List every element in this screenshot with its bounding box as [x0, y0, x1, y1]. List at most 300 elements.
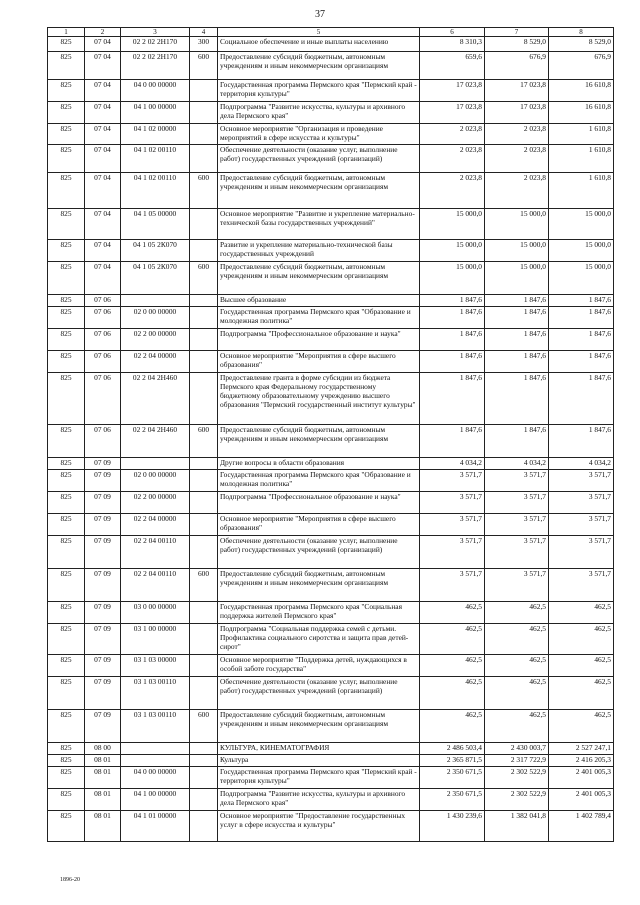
header-cell: 8: [549, 28, 614, 37]
cell-ministry-code: 825: [48, 351, 85, 373]
cell-section-code: 07 09: [85, 492, 121, 514]
cell-name: Предоставление субсидий бюджетным, автономным учреждениям и иным некоммерческим организациям: [218, 569, 420, 602]
cell-target-article-code: 04 0 00 00000: [121, 80, 190, 102]
footer-code: 1896-20: [60, 877, 80, 883]
cell-amount-3: 462,5: [549, 602, 614, 624]
cell-section-code: 07 06: [85, 307, 121, 329]
cell-amount-2: 3 571,7: [485, 536, 549, 569]
cell-section-code: 07 04: [85, 124, 121, 145]
cell-amount-1: 2 023,8: [420, 124, 485, 145]
cell-ministry-code: 825: [48, 810, 85, 841]
cell-amount-1: 3 571,7: [420, 569, 485, 602]
header-cell: 1: [48, 28, 85, 37]
cell-section-code: 07 09: [85, 536, 121, 569]
cell-amount-1: 1 847,6: [420, 373, 485, 425]
cell-amount-2: 2 317 722,9: [485, 755, 549, 767]
cell-amount-2: 676,9: [485, 52, 549, 80]
cell-amount-1: 17 023,8: [420, 80, 485, 102]
cell-target-article-code: [121, 458, 190, 470]
cell-amount-2: 2 023,8: [485, 124, 549, 145]
cell-name: КУЛЬТУРА, КИНЕМАТОГРАФИЯ: [218, 743, 420, 755]
cell-amount-3: 1 847,6: [549, 373, 614, 425]
cell-ministry-code: 825: [48, 209, 85, 240]
table-row: [48, 743, 614, 755]
cell-expense-type-code: [190, 743, 218, 755]
cell-amount-3: 3 571,7: [549, 569, 614, 602]
cell-name: Предоставление гранта в форме субсидии из бюджета Пермского края Федеральному государственному бюджетному образовательному учреждению высшего образования "Пермский государственный институт культуры": [218, 373, 420, 425]
cell-amount-2: 1 847,6: [485, 295, 549, 307]
cell-name: Обеспечение деятельности (оказание услуг, выполнение работ) государственных учреждений (организаций): [218, 536, 420, 569]
cell-amount-3: 1 847,6: [549, 351, 614, 373]
cell-amount-1: 1 847,6: [420, 351, 485, 373]
cell-section-code: 07 06: [85, 329, 121, 351]
header-cell: 7: [485, 28, 549, 37]
cell-section-code: 08 00: [85, 743, 121, 755]
table-row: [48, 425, 614, 458]
cell-ministry-code: 825: [48, 788, 85, 810]
cell-name: Предоставление субсидий бюджетным, автономным учреждениям и иным некоммерческим организациям: [218, 52, 420, 80]
cell-section-code: 08 01: [85, 755, 121, 767]
cell-amount-1: 462,5: [420, 655, 485, 677]
cell-ministry-code: 825: [48, 710, 85, 743]
cell-target-article-code: 02 2 04 2Н460: [121, 425, 190, 458]
cell-amount-1: 2 023,8: [420, 145, 485, 173]
cell-name: Высшее образование: [218, 295, 420, 307]
cell-amount-3: 462,5: [549, 624, 614, 655]
cell-expense-type-code: [190, 458, 218, 470]
cell-section-code: 07 04: [85, 80, 121, 102]
cell-section-code: 07 04: [85, 209, 121, 240]
cell-section-code: 07 04: [85, 52, 121, 80]
cell-target-article-code: 02 0 00 00000: [121, 307, 190, 329]
cell-amount-1: 462,5: [420, 710, 485, 743]
cell-expense-type-code: [190, 788, 218, 810]
cell-expense-type-code: [190, 810, 218, 841]
cell-expense-type-code: [190, 492, 218, 514]
cell-section-code: 07 09: [85, 569, 121, 602]
cell-target-article-code: [121, 295, 190, 307]
cell-expense-type-code: [190, 209, 218, 240]
cell-expense-type-code: [190, 351, 218, 373]
cell-ministry-code: 825: [48, 145, 85, 173]
table-row: [48, 209, 614, 240]
cell-name: Культура: [218, 755, 420, 767]
table-row: [48, 810, 614, 841]
cell-name: Государственная программа Пермского края "Пермский край - территория культуры": [218, 80, 420, 102]
table-row: [48, 37, 614, 52]
header-cell: 5: [218, 28, 420, 37]
cell-amount-1: 4 034,2: [420, 458, 485, 470]
cell-amount-3: 1 610,8: [549, 173, 614, 209]
header-cell: 6: [420, 28, 485, 37]
table-row: [48, 102, 614, 124]
cell-expense-type-code: [190, 329, 218, 351]
cell-ministry-code: 825: [48, 124, 85, 145]
cell-amount-1: 15 000,0: [420, 262, 485, 295]
table-row: [48, 514, 614, 536]
cell-section-code: 07 09: [85, 710, 121, 743]
cell-expense-type-code: [190, 766, 218, 788]
cell-amount-2: 3 571,7: [485, 470, 549, 492]
table-row: [48, 755, 614, 767]
cell-ministry-code: 825: [48, 514, 85, 536]
cell-expense-type-code: [190, 655, 218, 677]
cell-target-article-code: 04 1 01 00000: [121, 810, 190, 841]
cell-amount-3: 15 000,0: [549, 240, 614, 262]
cell-section-code: 07 09: [85, 655, 121, 677]
cell-amount-3: 15 000,0: [549, 262, 614, 295]
cell-expense-type-code: [190, 624, 218, 655]
table-row: [48, 655, 614, 677]
cell-expense-type-code: [190, 240, 218, 262]
cell-amount-3: 2 401 005,3: [549, 788, 614, 810]
cell-expense-type-code: [190, 602, 218, 624]
cell-ministry-code: 825: [48, 373, 85, 425]
cell-target-article-code: 02 2 00 00000: [121, 492, 190, 514]
cell-ministry-code: 825: [48, 295, 85, 307]
cell-target-article-code: 04 1 02 00000: [121, 124, 190, 145]
cell-amount-3: 3 571,7: [549, 536, 614, 569]
cell-amount-2: 2 023,8: [485, 173, 549, 209]
cell-amount-1: 2 350 671,5: [420, 766, 485, 788]
cell-target-article-code: 03 1 03 00110: [121, 677, 190, 710]
cell-name: Социальное обеспечение и иные выплаты населению: [218, 37, 420, 52]
cell-amount-1: 462,5: [420, 624, 485, 655]
budget-table: [47, 27, 614, 842]
cell-ministry-code: 825: [48, 492, 85, 514]
cell-target-article-code: 02 2 04 00110: [121, 536, 190, 569]
cell-name: Основное мероприятие "Предоставление государственных услуг в сфере искусства и культуры": [218, 810, 420, 841]
cell-amount-3: 462,5: [549, 655, 614, 677]
cell-ministry-code: 825: [48, 458, 85, 470]
cell-expense-type-code: 600: [190, 425, 218, 458]
cell-amount-1: 1 847,6: [420, 307, 485, 329]
cell-amount-3: 2 401 005,3: [549, 766, 614, 788]
table-row: [48, 329, 614, 351]
cell-amount-2: 462,5: [485, 677, 549, 710]
page-number: 37: [315, 9, 325, 20]
cell-target-article-code: 02 2 04 00000: [121, 514, 190, 536]
cell-target-article-code: 02 2 04 00110: [121, 569, 190, 602]
cell-expense-type-code: [190, 470, 218, 492]
cell-ministry-code: 825: [48, 602, 85, 624]
cell-name: Подпрограмма "Социальная поддержка семей с детьми. Профилактика социального сиротства и защита прав детей-сирот": [218, 624, 420, 655]
cell-name: Основное мероприятие "Мероприятия в сфере высшего образования": [218, 514, 420, 536]
table-row: [48, 788, 614, 810]
cell-ministry-code: 825: [48, 655, 85, 677]
header-cell: 4: [190, 28, 218, 37]
cell-amount-1: 1 430 239,6: [420, 810, 485, 841]
table-row: [48, 173, 614, 209]
cell-section-code: 07 06: [85, 295, 121, 307]
cell-amount-1: 15 000,0: [420, 209, 485, 240]
cell-amount-3: 4 034,2: [549, 458, 614, 470]
cell-amount-2: 1 847,6: [485, 373, 549, 425]
cell-section-code: 07 04: [85, 262, 121, 295]
cell-section-code: 07 04: [85, 145, 121, 173]
cell-expense-type-code: [190, 373, 218, 425]
table-row: [48, 262, 614, 295]
cell-expense-type-code: 600: [190, 569, 218, 602]
cell-amount-2: 2 302 522,9: [485, 766, 549, 788]
cell-target-article-code: 02 2 04 00000: [121, 351, 190, 373]
cell-name: Подпрограмма "Профессиональное образование и наука": [218, 492, 420, 514]
cell-amount-3: 1 847,6: [549, 307, 614, 329]
cell-name: Подпрограмма "Профессиональное образование и наука": [218, 329, 420, 351]
cell-section-code: 08 01: [85, 788, 121, 810]
cell-amount-3: 462,5: [549, 710, 614, 743]
cell-target-article-code: 02 2 02 2Н170: [121, 52, 190, 80]
cell-target-article-code: 04 1 02 00110: [121, 145, 190, 173]
cell-amount-3: 1 847,6: [549, 425, 614, 458]
cell-section-code: 07 09: [85, 470, 121, 492]
cell-name: Основное мероприятие "Развитие и укрепление материально-технической базы государственных учреждений": [218, 209, 420, 240]
cell-amount-2: 1 847,6: [485, 351, 549, 373]
cell-amount-2: 462,5: [485, 602, 549, 624]
cell-name: Предоставление субсидий бюджетным, автономным учреждениям и иным некоммерческим организациям: [218, 262, 420, 295]
cell-name: Государственная программа Пермского края "Образование и молодежная политика": [218, 470, 420, 492]
cell-expense-type-code: [190, 80, 218, 102]
cell-amount-3: 3 571,7: [549, 514, 614, 536]
cell-section-code: 07 06: [85, 425, 121, 458]
cell-amount-3: 16 610,8: [549, 80, 614, 102]
cell-section-code: 07 06: [85, 351, 121, 373]
cell-expense-type-code: 600: [190, 262, 218, 295]
cell-ministry-code: 825: [48, 569, 85, 602]
cell-name: Предоставление субсидий бюджетным, автономным учреждениям и иным некоммерческим организациям: [218, 173, 420, 209]
cell-target-article-code: 04 1 00 00000: [121, 788, 190, 810]
cell-amount-1: 3 571,7: [420, 536, 485, 569]
cell-amount-3: 1 847,6: [549, 329, 614, 351]
table-row: [48, 602, 614, 624]
cell-amount-3: 1 610,8: [549, 124, 614, 145]
cell-expense-type-code: 600: [190, 710, 218, 743]
cell-amount-1: 8 310,3: [420, 37, 485, 52]
table-row: [48, 677, 614, 710]
cell-target-article-code: 04 1 02 00110: [121, 173, 190, 209]
cell-amount-2: 2 302 522,9: [485, 788, 549, 810]
cell-amount-2: 15 000,0: [485, 209, 549, 240]
cell-section-code: 07 04: [85, 102, 121, 124]
cell-amount-1: 2 365 871,5: [420, 755, 485, 767]
cell-amount-3: 3 571,7: [549, 470, 614, 492]
cell-expense-type-code: [190, 145, 218, 173]
cell-ministry-code: 825: [48, 240, 85, 262]
cell-ministry-code: 825: [48, 425, 85, 458]
cell-target-article-code: 03 1 03 00000: [121, 655, 190, 677]
cell-expense-type-code: 600: [190, 52, 218, 80]
cell-target-article-code: 04 0 00 00000: [121, 766, 190, 788]
cell-amount-2: 3 571,7: [485, 569, 549, 602]
table-row: [48, 710, 614, 743]
cell-expense-type-code: [190, 295, 218, 307]
cell-expense-type-code: 600: [190, 173, 218, 209]
cell-expense-type-code: [190, 124, 218, 145]
cell-amount-1: 15 000,0: [420, 240, 485, 262]
table-row: [48, 145, 614, 173]
cell-ministry-code: 825: [48, 173, 85, 209]
cell-name: Подпрограмма "Развитие искусства, культуры и архивного дела Пермского края": [218, 102, 420, 124]
cell-amount-2: 8 529,0: [485, 37, 549, 52]
cell-section-code: 07 04: [85, 37, 121, 52]
cell-name: Обеспечение деятельности (оказание услуг, выполнение работ) государственных учреждений (организаций): [218, 145, 420, 173]
cell-amount-1: 659,6: [420, 52, 485, 80]
cell-amount-2: 15 000,0: [485, 262, 549, 295]
cell-amount-2: 462,5: [485, 710, 549, 743]
table-row: [48, 470, 614, 492]
table-row: [48, 240, 614, 262]
cell-amount-2: 4 034,2: [485, 458, 549, 470]
cell-amount-1: 1 847,6: [420, 295, 485, 307]
cell-section-code: 07 04: [85, 173, 121, 209]
header-cell: 3: [121, 28, 190, 37]
cell-ministry-code: 825: [48, 743, 85, 755]
cell-amount-3: 3 571,7: [549, 492, 614, 514]
cell-ministry-code: 825: [48, 470, 85, 492]
cell-section-code: 07 09: [85, 458, 121, 470]
cell-expense-type-code: [190, 514, 218, 536]
cell-expense-type-code: [190, 755, 218, 767]
cell-amount-2: 2 430 003,7: [485, 743, 549, 755]
cell-amount-2: 17 023,8: [485, 102, 549, 124]
cell-name: Другие вопросы в области образования: [218, 458, 420, 470]
table-row: [48, 624, 614, 655]
table-row: [48, 80, 614, 102]
cell-ministry-code: 825: [48, 677, 85, 710]
cell-name: Развитие и укрепление материально-технической базы государственных учреждений: [218, 240, 420, 262]
cell-amount-3: 462,5: [549, 677, 614, 710]
cell-ministry-code: 825: [48, 262, 85, 295]
cell-ministry-code: 825: [48, 624, 85, 655]
cell-target-article-code: [121, 743, 190, 755]
cell-amount-2: 3 571,7: [485, 492, 549, 514]
cell-amount-2: 15 000,0: [485, 240, 549, 262]
table-row: [48, 124, 614, 145]
cell-amount-3: 2 527 247,1: [549, 743, 614, 755]
cell-name: Государственная программа Пермского края "Социальная поддержка жителей Пермского края": [218, 602, 420, 624]
header-row: [48, 28, 614, 37]
cell-target-article-code: 04 1 00 00000: [121, 102, 190, 124]
table-row: [48, 373, 614, 425]
cell-name: Предоставление субсидий бюджетным, автономным учреждениям и иным некоммерческим организациям: [218, 425, 420, 458]
cell-expense-type-code: [190, 307, 218, 329]
cell-amount-1: 17 023,8: [420, 102, 485, 124]
cell-amount-3: 2 416 205,3: [549, 755, 614, 767]
cell-amount-3: 16 610,8: [549, 102, 614, 124]
cell-amount-1: 462,5: [420, 602, 485, 624]
cell-ministry-code: 825: [48, 766, 85, 788]
cell-ministry-code: 825: [48, 52, 85, 80]
cell-amount-1: 2 023,8: [420, 173, 485, 209]
cell-ministry-code: 825: [48, 329, 85, 351]
cell-amount-3: 1 402 789,4: [549, 810, 614, 841]
cell-name: Подпрограмма "Развитие искусства, культуры и архивного дела Пермского края": [218, 788, 420, 810]
cell-section-code: 08 01: [85, 810, 121, 841]
cell-name: Государственная программа Пермского края "Образование и молодежная политика": [218, 307, 420, 329]
cell-target-article-code: 03 0 00 00000: [121, 602, 190, 624]
cell-section-code: 07 09: [85, 602, 121, 624]
cell-section-code: 07 04: [85, 240, 121, 262]
cell-ministry-code: 825: [48, 102, 85, 124]
cell-expense-type-code: [190, 677, 218, 710]
cell-section-code: 07 09: [85, 677, 121, 710]
cell-ministry-code: 825: [48, 307, 85, 329]
cell-amount-2: 1 847,6: [485, 329, 549, 351]
cell-ministry-code: 825: [48, 755, 85, 767]
table-row: [48, 458, 614, 470]
cell-amount-2: 1 847,6: [485, 425, 549, 458]
cell-target-article-code: 02 0 00 00000: [121, 470, 190, 492]
table-row: [48, 307, 614, 329]
cell-target-article-code: 04 1 05 2К070: [121, 262, 190, 295]
cell-section-code: 07 09: [85, 514, 121, 536]
cell-amount-2: 462,5: [485, 624, 549, 655]
cell-section-code: 07 09: [85, 624, 121, 655]
cell-name: Государственная программа Пермского края "Пермский край - территория культуры": [218, 766, 420, 788]
table-row: [48, 295, 614, 307]
cell-amount-1: 2 486 503,4: [420, 743, 485, 755]
cell-amount-1: 1 847,6: [420, 425, 485, 458]
cell-section-code: 07 06: [85, 373, 121, 425]
cell-ministry-code: 825: [48, 80, 85, 102]
table-row: [48, 351, 614, 373]
cell-name: Основное мероприятие "Организация и проведение мероприятий в сфере искусства и культуры": [218, 124, 420, 145]
cell-ministry-code: 825: [48, 536, 85, 569]
cell-amount-1: 3 571,7: [420, 492, 485, 514]
cell-target-article-code: 04 1 05 2К070: [121, 240, 190, 262]
cell-ministry-code: 825: [48, 37, 85, 52]
cell-target-article-code: [121, 755, 190, 767]
cell-amount-1: 2 350 671,5: [420, 788, 485, 810]
cell-target-article-code: 03 1 00 00000: [121, 624, 190, 655]
cell-amount-1: 3 571,7: [420, 514, 485, 536]
table-row: [48, 492, 614, 514]
cell-amount-2: 462,5: [485, 655, 549, 677]
cell-amount-1: 3 571,7: [420, 470, 485, 492]
cell-amount-2: 2 023,8: [485, 145, 549, 173]
table-row: [48, 569, 614, 602]
cell-amount-3: 15 000,0: [549, 209, 614, 240]
cell-name: Основное мероприятие "Поддержка детей, нуждающихся в особой заботе государства": [218, 655, 420, 677]
cell-target-article-code: 02 2 02 2Н170: [121, 37, 190, 52]
cell-amount-3: 8 529,0: [549, 37, 614, 52]
cell-target-article-code: 02 2 00 00000: [121, 329, 190, 351]
cell-amount-3: 1 610,8: [549, 145, 614, 173]
table-row: [48, 536, 614, 569]
table-body: [48, 37, 614, 842]
cell-name: Обеспечение деятельности (оказание услуг, выполнение работ) государственных учреждений (организаций): [218, 677, 420, 710]
cell-name: Основное мероприятие "Мероприятия в сфере высшего образования": [218, 351, 420, 373]
cell-expense-type-code: [190, 536, 218, 569]
cell-amount-1: 1 847,6: [420, 329, 485, 351]
cell-amount-3: 1 847,6: [549, 295, 614, 307]
cell-target-article-code: 04 1 05 00000: [121, 209, 190, 240]
cell-expense-type-code: 300: [190, 37, 218, 52]
cell-amount-2: 17 023,8: [485, 80, 549, 102]
cell-section-code: 08 01: [85, 766, 121, 788]
cell-amount-3: 676,9: [549, 52, 614, 80]
cell-amount-2: 1 847,6: [485, 307, 549, 329]
cell-expense-type-code: [190, 102, 218, 124]
cell-amount-1: 462,5: [420, 677, 485, 710]
cell-amount-2: 1 382 041,8: [485, 810, 549, 841]
header-cell: 2: [85, 28, 121, 37]
cell-target-article-code: 03 1 03 00110: [121, 710, 190, 743]
table-row: [48, 766, 614, 788]
cell-name: Предоставление субсидий бюджетным, автономным учреждениям и иным некоммерческим организациям: [218, 710, 420, 743]
cell-target-article-code: 02 2 04 2Н460: [121, 373, 190, 425]
cell-amount-2: 3 571,7: [485, 514, 549, 536]
